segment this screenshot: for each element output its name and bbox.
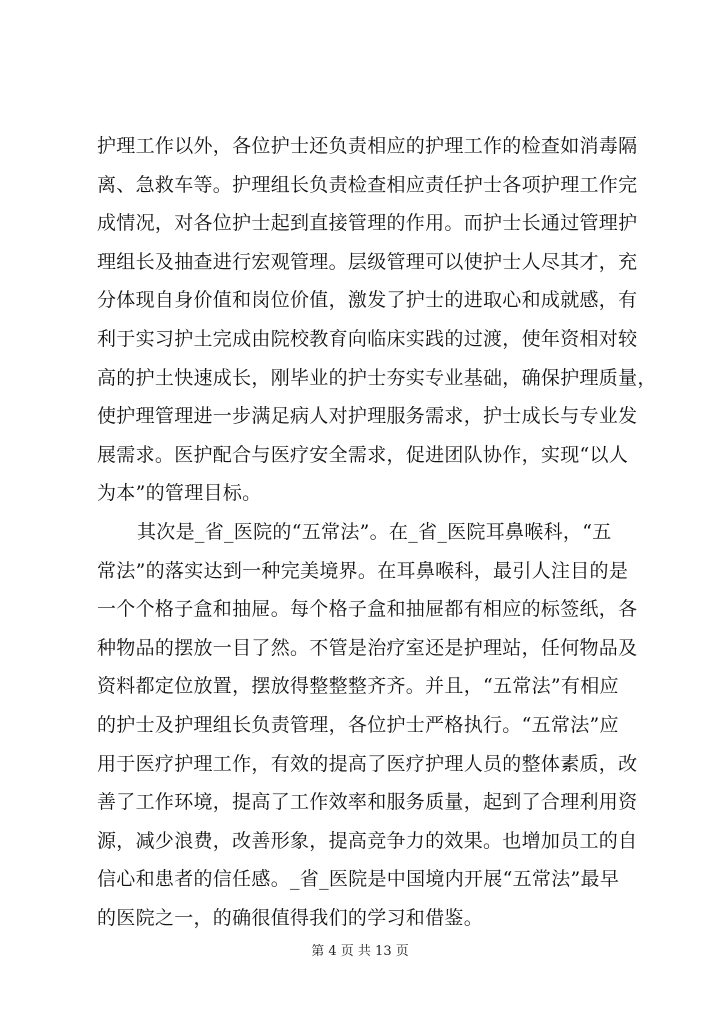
paragraph-2: [97, 513, 637, 938]
text-line: 利于实习护土完成由院校教育向临床实践的过渡，使年资相对较: [97, 327, 638, 350]
text-line: 的医院之一，的确很值得我们的学习和借鉴。: [97, 906, 484, 929]
text-line: 资料都定位放置，摆放得整整整齐齐。并且，“五常法”有相应: [97, 675, 619, 698]
text-line: 分体现自身价值和岗位价值，激发了护士的进取心和成就感，有: [97, 289, 638, 312]
text-line: 离、急救车等。护理组长负责检查相应责任护士各项护理工作完: [97, 173, 638, 196]
text-line: 其次是_省_医院的“五常法”。在_省_医院耳鼻喉科，“五: [137, 520, 612, 543]
text-line: 为本”的管理目标。: [97, 482, 262, 505]
paragraph-1: [97, 127, 657, 513]
text-line: 的护士及护理组长负责管理，各位护士严格执行。“五常法”应: [97, 713, 619, 736]
text-line: 一个个格子盒和抽屉。每个格子盒和抽屉都有相应的标签纸，各: [97, 598, 638, 621]
text-line: 使护理管理进一步满足病人对护理服务需求，护士成长与专业发: [97, 405, 638, 428]
text-line: 种物品的摆放一目了然。不管是治疗室还是护理站，任何物品及: [97, 636, 638, 659]
page-number-footer: 第 4 页 共 13 页: [311, 944, 409, 959]
text-line: 善了工作环境，提高了工作效率和服务质量，起到了合理利用资: [97, 791, 638, 814]
text-line: 理组长及抽查进行宏观管理。层级管理可以使护士人尽其才，充: [97, 250, 638, 273]
text-line: 成情况，对各位护士起到直接管理的作用。而护士长通过管理护: [97, 212, 638, 235]
text-line: 常法”的落实达到一种完美境界。在耳鼻喉科，最引人注目的是: [97, 559, 629, 582]
text-line: 护理工作以外，各位护士还负责相应的护理工作的检查如消毒隔: [97, 135, 638, 157]
text-line: 用于医疗护理工作，有效的提高了医疗护理人员的整体素质，改: [97, 752, 638, 775]
body-text: [97, 127, 657, 937]
text-line: 信心和患者的信任感。_省_医院是中国境内开展“五常法”最早: [97, 868, 620, 891]
text-line: 展需求。医护配合与医疗安全需求，促进团队协作，实现“以人: [97, 443, 629, 466]
text-line: 高的护土快速成长，刚毕业的护士夯实专业基础，确保护理质量，: [97, 366, 657, 389]
text-line: 源，减少浪费，改善形象，提高竞争力的效果。也增加员工的自: [97, 829, 638, 852]
